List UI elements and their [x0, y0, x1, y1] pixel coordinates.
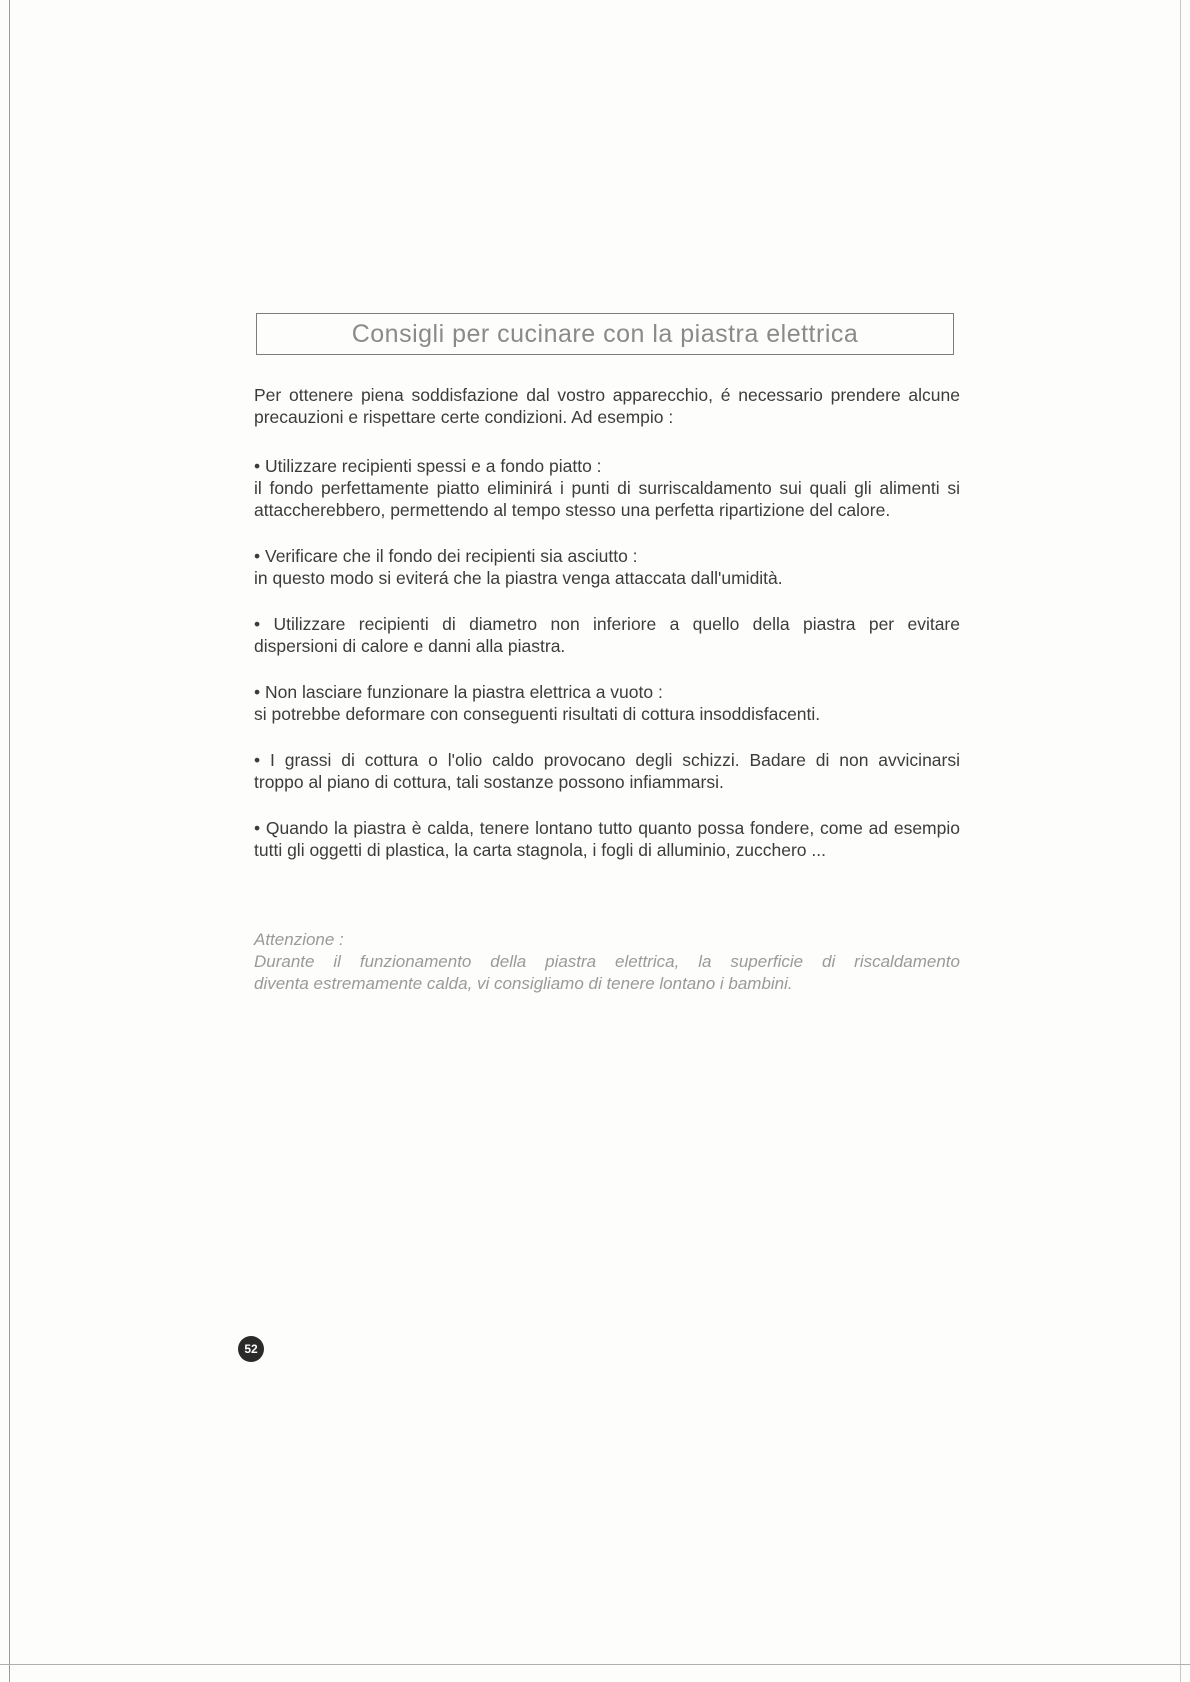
section-title-box — [256, 313, 954, 355]
section-title: Consigli per cucinare con la piastra elettrica — [351, 320, 859, 348]
tip-no-empty-operation — [254, 681, 960, 725]
tip-line: il fondo perfettamente piatto eliminirá i punti di surriscaldamento sui quali gli alimenti si — [254, 478, 960, 498]
tip-line: • Quando la piastra è calda, tenere lontano tutto quanto possa fondere, come ad esempio — [254, 818, 960, 838]
tip-pan-diameter — [254, 613, 960, 657]
tip-meltable-items — [254, 817, 960, 861]
tip-dry-pans — [254, 545, 960, 589]
tip-line: in questo modo si eviterá che la piastra venga attaccata dall'umidità. — [254, 568, 783, 588]
intro-line: precauzioni e rispettare certe condizioni. Ad esempio : — [254, 407, 674, 427]
attention-line: Durante il funzionamento della piastra elettrica, la superficie di riscaldamento — [254, 952, 960, 971]
tip-line: attaccherebbero, permettendo al tempo stesso una perfetta ripartizione del calore. — [254, 500, 891, 520]
tip-thick-flat-pans — [254, 455, 960, 521]
tip-line: troppo al piano di cottura, tali sostanze possono infiammarsi. — [254, 772, 724, 792]
scan-edge-bottom — [0, 1664, 1190, 1665]
scan-edge-left — [9, 0, 10, 1682]
tip-line: • I grassi di cottura o l'olio caldo provocano degli schizzi. Badare di non avvicinarsi — [254, 750, 960, 770]
attention-line: diventa estremamente calda, vi consigliamo di tenere lontano i bambini. — [254, 974, 793, 993]
page-number-badge — [238, 1336, 264, 1362]
intro-paragraph — [254, 384, 960, 428]
attention-heading: Attenzione : — [254, 930, 344, 949]
tip-line: • Utilizzare recipienti di diametro non inferiore a quello della piastra per evitare — [254, 614, 960, 634]
tip-line: tutti gli oggetti di plastica, la carta stagnola, i fogli di alluminio, zucchero ... — [254, 840, 826, 860]
tip-line: dispersioni di calore e danni alla piastra. — [254, 636, 566, 656]
tip-line: • Verificare che il fondo dei recipienti sia asciutto : — [254, 546, 638, 566]
page-number: 52 — [244, 1342, 258, 1356]
tip-hot-oil — [254, 749, 960, 793]
tip-line: • Utilizzare recipienti spessi e a fondo piatto : — [254, 456, 602, 476]
tip-line: si potrebbe deformare con conseguenti risultati di cottura insoddisfacenti. — [254, 704, 821, 724]
intro-line: Per ottenere piena soddisfazione dal vostro apparecchio, é necessario prendere alcune — [254, 385, 960, 405]
attention-note — [254, 929, 960, 995]
scan-edge-right — [1180, 0, 1181, 1682]
document-body — [254, 384, 960, 885]
tip-line: • Non lasciare funzionare la piastra elettrica a vuoto : — [254, 682, 663, 702]
